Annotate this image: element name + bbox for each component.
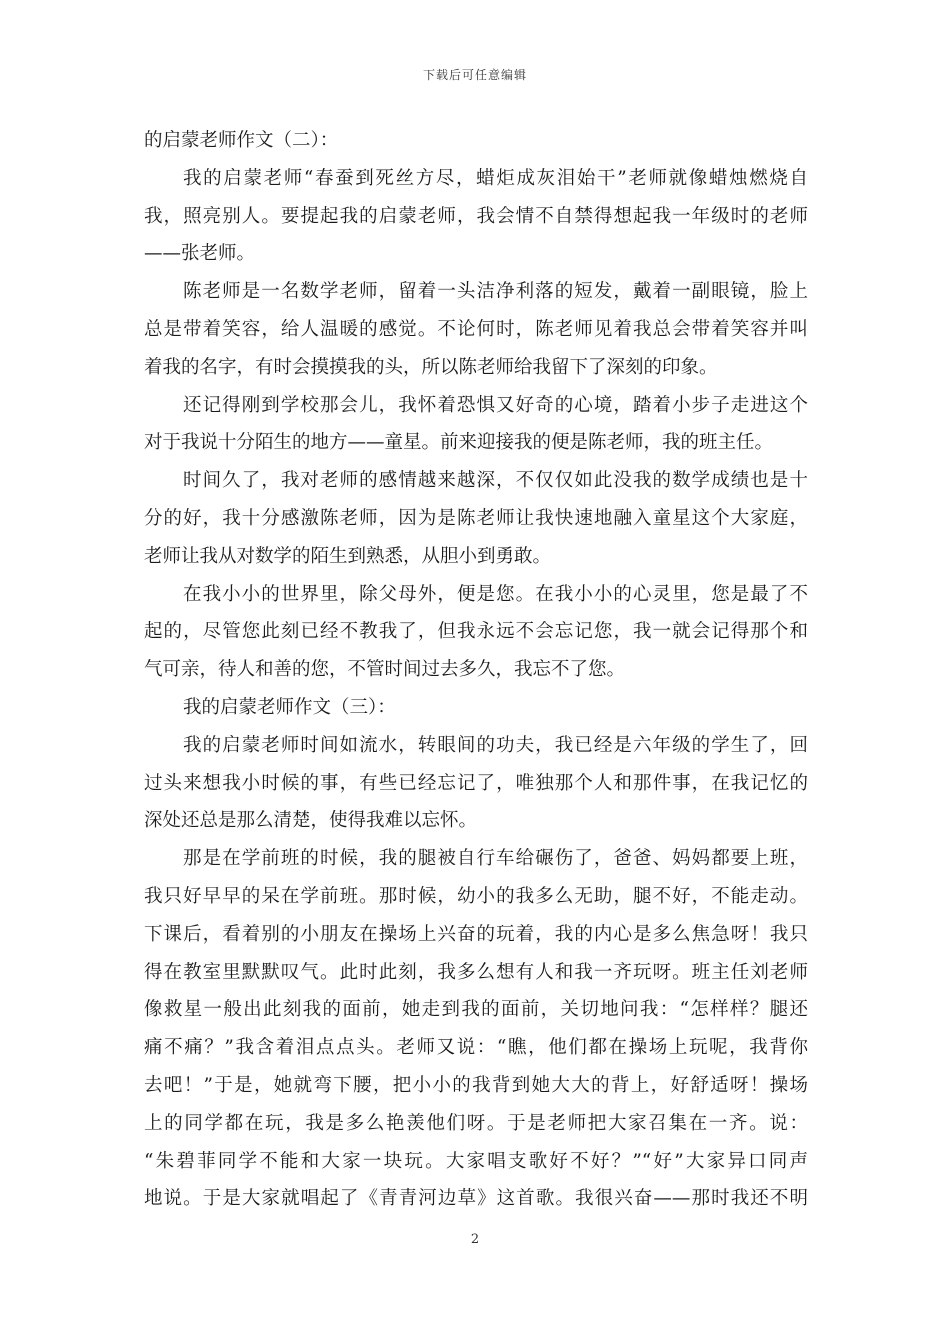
text-line: 着我的名字，有时会摸摸我的头，所以陈老师给我留下了深刻的印象。 [144,356,718,378]
text-line: 陈老师是一名数学老师，留着一头洁净利落的短发，戴着一副眼镜，脸上 [183,281,808,303]
text-line: 我的启蒙老师作文（三）： [183,696,396,718]
text-line: 痛不痛？”我含着泪点点头。老师又说：“瞧，他们都在操场上玩呢，我背你 [144,1037,808,1059]
text-line: 在我小小的世界里，除父母外，便是您。在我小小的心灵里，您是最了不 [183,583,808,605]
document-body [144,122,808,1218]
text-line: 深处还总是那么清楚，使得我难以忘怀。 [144,810,478,832]
text-line: 我的启蒙老师“春蚕到死丝方尽，蜡炬成灰泪始干”老师就像蜡烛燃烧自 [183,167,808,189]
text-line: 下课后，看着别的小朋友在操场上兴奋的玩着，我的内心是多么焦急呀！我只 [144,923,808,945]
text-line: 地说。于是大家就唱起了《青青河边草》这首歌。我很兴奋——那时我还不明 [144,1188,808,1210]
text-line: 老师让我从对数学的陌生到熟悉，从胆小到勇敢。 [144,545,552,567]
text-line: 去吧！”于是，她就弯下腰，把小小的我背到她大大的背上，好舒适呀！操场 [144,1074,808,1096]
text-line: 的启蒙老师作文（二）： [144,130,339,151]
text-line: 时间久了，我对老师的感情越来越深，不仅仅如此没我的数学成绩也是十 [183,470,808,492]
text-line: 像救星一般出此刻我的面前，她走到我的面前，关切地问我：“怎样样？腿还 [144,999,808,1021]
text-line: “朱碧菲同学不能和大家一块玩。大家唱支歌好不好？”“好”大家异口同声 [144,1150,808,1172]
text-line: 我只好早早的呆在学前班。那时候，幼小的我多么无助，腿不好，不能走动。 [144,885,808,907]
text-line: 对于我说十分陌生的地方——童星。前来迎接我的便是陈老师，我的班主任。 [144,432,774,454]
text-line: 气可亲，待人和善的您，不管时间过去多久，我忘不了您。 [144,659,626,681]
page-number: 2 [470,1232,480,1247]
text-line: 还记得刚到学校那会儿，我怀着恐惧又好奇的心境，踏着小步子走进这个 [183,394,808,416]
text-line: 我的启蒙老师时间如流水，转眼间的功夫，我已经是六年级的学生了，回 [183,734,808,756]
page-header: 下载后可任意编辑 [422,68,527,82]
text-line: 得在教室里默默叹气。此时此刻，我多么想有人和我一齐玩呀。班主任刘老师 [144,961,808,983]
text-line: ——张老师。 [144,243,256,265]
text-line: 过头来想我小时候的事，有些已经忘记了，唯独那个人和那件事，在我记忆的 [144,772,808,794]
text-line: 那是在学前班的时候，我的腿被自行车给碾伤了，爸爸、妈妈都要上班， [183,848,808,870]
text-line: 上的同学都在玩，我是多么艳羡他们呀。于是老师把大家召集在一齐。说： [144,1112,808,1134]
text-line: 我，照亮别人。要提起我的启蒙老师，我会情不自禁得想起我一年级时的老师 [144,205,808,227]
text-line: 分的好，我十分感激陈老师，因为是陈老师让我快速地融入童星这个大家庭， [144,507,808,529]
text-line: 起的，尽管您此刻已经不教我了，但我永远不会忘记您，我一就会记得那个和 [144,621,808,643]
text-line: 总是带着笑容，给人温暖的感觉。不论何时，陈老师见着我总会带着笑容并叫 [144,318,808,340]
